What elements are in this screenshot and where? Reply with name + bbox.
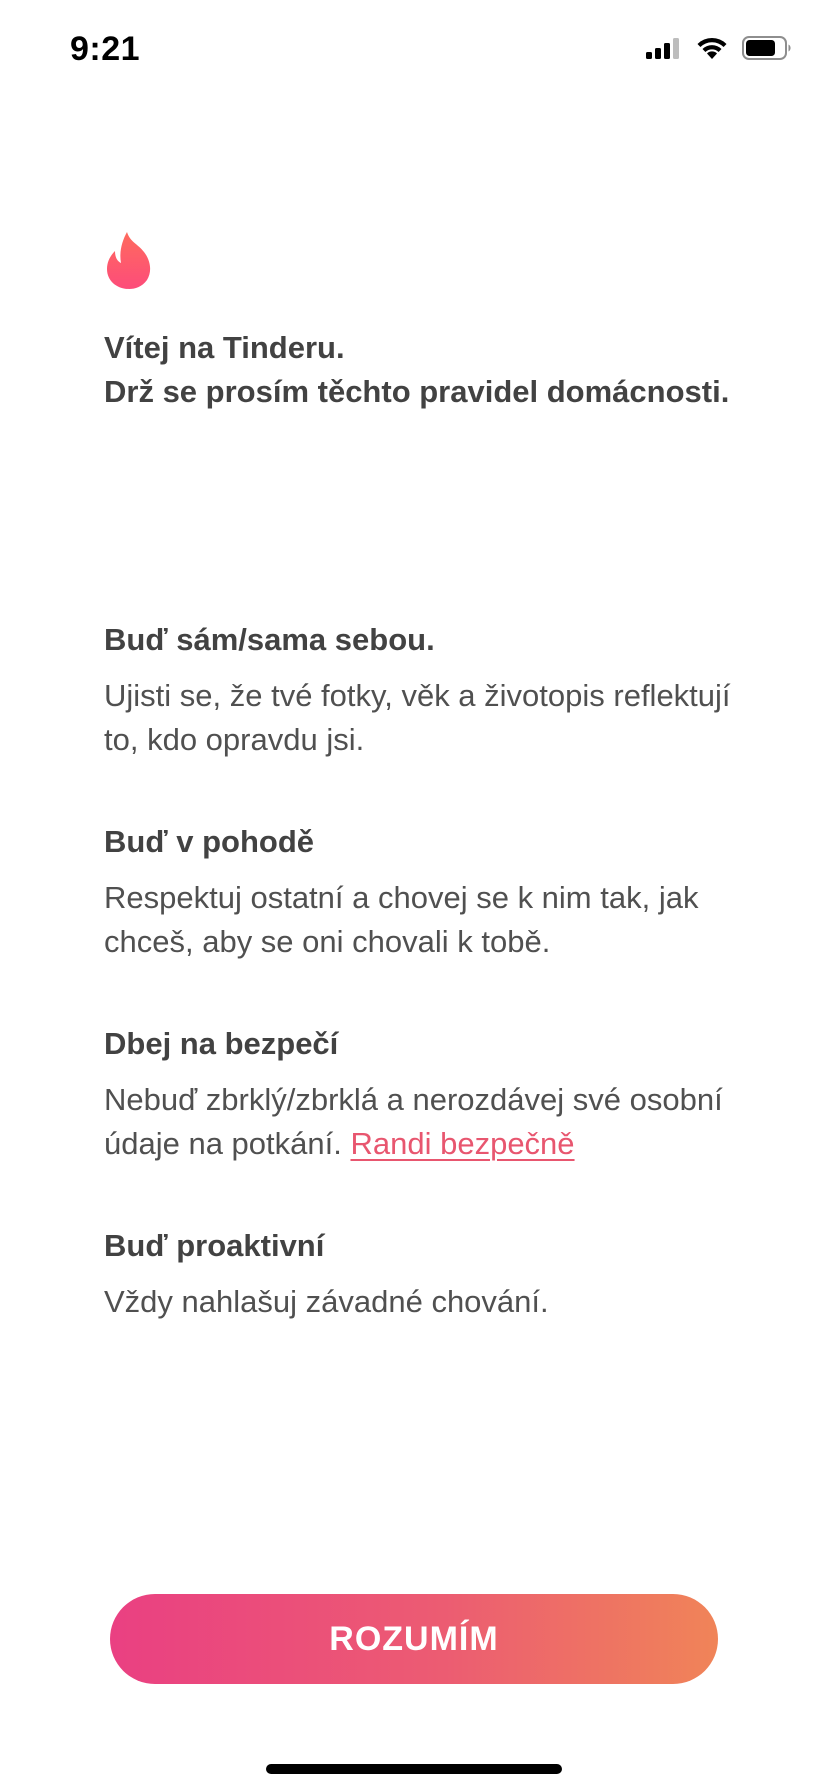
rule-item-stay-safe [104, 1022, 744, 1166]
rule-title: Buď sám/sama sebou. [104, 622, 435, 657]
rules-list [104, 618, 744, 1382]
battery-icon [742, 36, 792, 60]
rule-title: Dbej na bezpečí [104, 1026, 339, 1061]
rule-item-be-cool [104, 820, 744, 964]
tinder-flame-icon [104, 230, 154, 290]
date-safely-link[interactable]: Randi bezpečně [350, 1126, 575, 1161]
rule-text: Vždy nahlašuj závadné chování. [104, 1284, 549, 1319]
rule-text: Ujisti se, že tvé fotky, věk a životopis reflektují to, kdo opravdu jsi. [104, 678, 731, 757]
rule-item-be-yourself [104, 618, 744, 762]
status-bar [0, 0, 828, 100]
welcome-line-2: Drž se prosím těchto pravidel domácnosti. [104, 374, 730, 409]
rule-text: Respektuj ostatní a chovej se k nim tak, jak chceš, aby se oni chovali k tobě. [104, 880, 699, 959]
cellular-signal-icon [646, 37, 682, 59]
wifi-icon [696, 36, 728, 60]
rule-title: Buď v pohodě [104, 824, 314, 859]
rule-title: Buď proaktivní [104, 1228, 325, 1263]
status-icons [646, 36, 792, 60]
welcome-section [104, 230, 744, 414]
agree-button[interactable]: ROZUMÍM [110, 1594, 718, 1684]
welcome-heading [104, 326, 744, 414]
rule-text: Nebuď zbrklý/zbrklá a nerozdávej své osobní údaje na potkání. [104, 1082, 723, 1161]
status-time: 9:21 [70, 30, 141, 68]
rule-item-be-proactive [104, 1224, 744, 1324]
home-indicator [266, 1764, 562, 1774]
rule-text-container [104, 1078, 744, 1166]
welcome-line-1: Vítej na Tinderu. [104, 330, 345, 365]
